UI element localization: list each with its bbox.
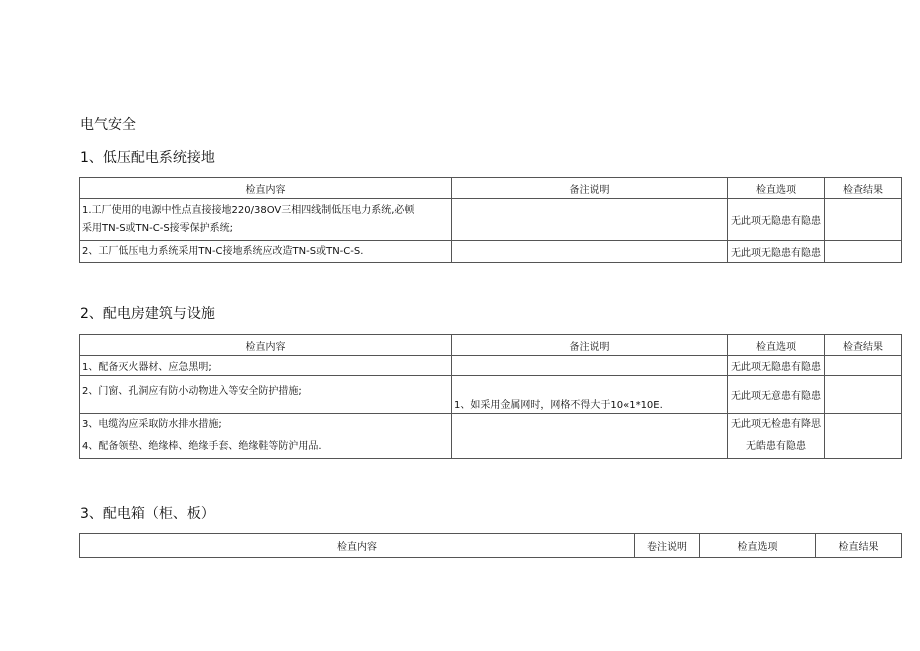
row-option — [728, 414, 825, 459]
row-result — [825, 356, 902, 376]
row-note — [452, 356, 728, 376]
header-option: 检直选项 — [728, 178, 825, 199]
content-line: 4、配备领垫、绝缘棒、绝缘手套、绝缘鞋等防沪用品. — [82, 441, 322, 452]
table-header-row — [80, 534, 902, 558]
content-line: 3、电缆沟应采取防水排水措施; — [82, 419, 222, 430]
table-header-row — [80, 335, 902, 356]
row-content — [80, 199, 452, 241]
row-option: 无此项无意患有隐患 — [728, 376, 825, 414]
section-2-table — [79, 334, 902, 459]
header-content: 检直内容 — [80, 534, 635, 558]
row-content: 1、配备灭火器材、应急黑明; — [80, 356, 452, 376]
option-line: 无皓患有隐患 — [746, 441, 806, 452]
table-row — [80, 356, 902, 376]
content-line: 采用TN-S或TN-C-S接零保护系统; — [82, 222, 234, 234]
header-note: 备注说明 — [452, 335, 728, 356]
section-1-table — [79, 177, 902, 263]
row-option: 无此项无隐患有隐患 — [728, 199, 825, 241]
row-content — [80, 414, 452, 459]
content-line: 2、工厂低压电力系统采用TN-C接地系统应改造TN-S或TN-C-S. — [82, 245, 364, 257]
row-content: 2、门窗、孔洞应有防小动物进入等安全防护措施; — [80, 376, 452, 414]
row-option: 无此项无隐患有隐患 — [728, 241, 825, 263]
section-3-title: 3、配电箱（柜、板） — [80, 506, 215, 522]
table-row — [80, 376, 902, 414]
content-line: 1.工厂使用的电源中性点直接接地220/38OV三相四线制低压电力系统,必顿 — [82, 204, 415, 216]
row-result — [825, 199, 902, 241]
table-header-row — [80, 178, 902, 199]
header-option: 检直选项 — [700, 534, 816, 558]
header-note: 卷注说明 — [635, 534, 700, 558]
section-2-title: 2、配电房建筑与设施 — [80, 306, 215, 322]
option-line: 无此项无检患有降思 — [731, 419, 821, 430]
header-content: 检直内容 — [80, 335, 452, 356]
table-row — [80, 241, 902, 263]
row-note: 1、如采用金属网时，网格不得大于10«1*10E. — [452, 376, 728, 414]
row-result — [825, 414, 902, 459]
header-note: 备注说明 — [452, 178, 728, 199]
header-result: 检查结果 — [825, 335, 902, 356]
table-row — [80, 199, 902, 241]
section-3-table — [79, 533, 902, 558]
table-row — [80, 414, 902, 459]
header-option: 检直选项 — [728, 335, 825, 356]
header-result: 检查结果 — [825, 178, 902, 199]
row-note — [452, 241, 728, 263]
document-title: 电气安全 — [80, 117, 136, 133]
row-note — [452, 414, 728, 459]
row-result — [825, 241, 902, 263]
row-note — [452, 199, 728, 241]
row-result — [825, 376, 902, 414]
header-content: 检直内容 — [80, 178, 452, 199]
section-1-title: 1、低压配电系统接地 — [80, 150, 215, 166]
row-content — [80, 241, 452, 263]
row-option: 无此项无隐患有隐患 — [728, 356, 825, 376]
header-result: 检直结果 — [816, 534, 902, 558]
